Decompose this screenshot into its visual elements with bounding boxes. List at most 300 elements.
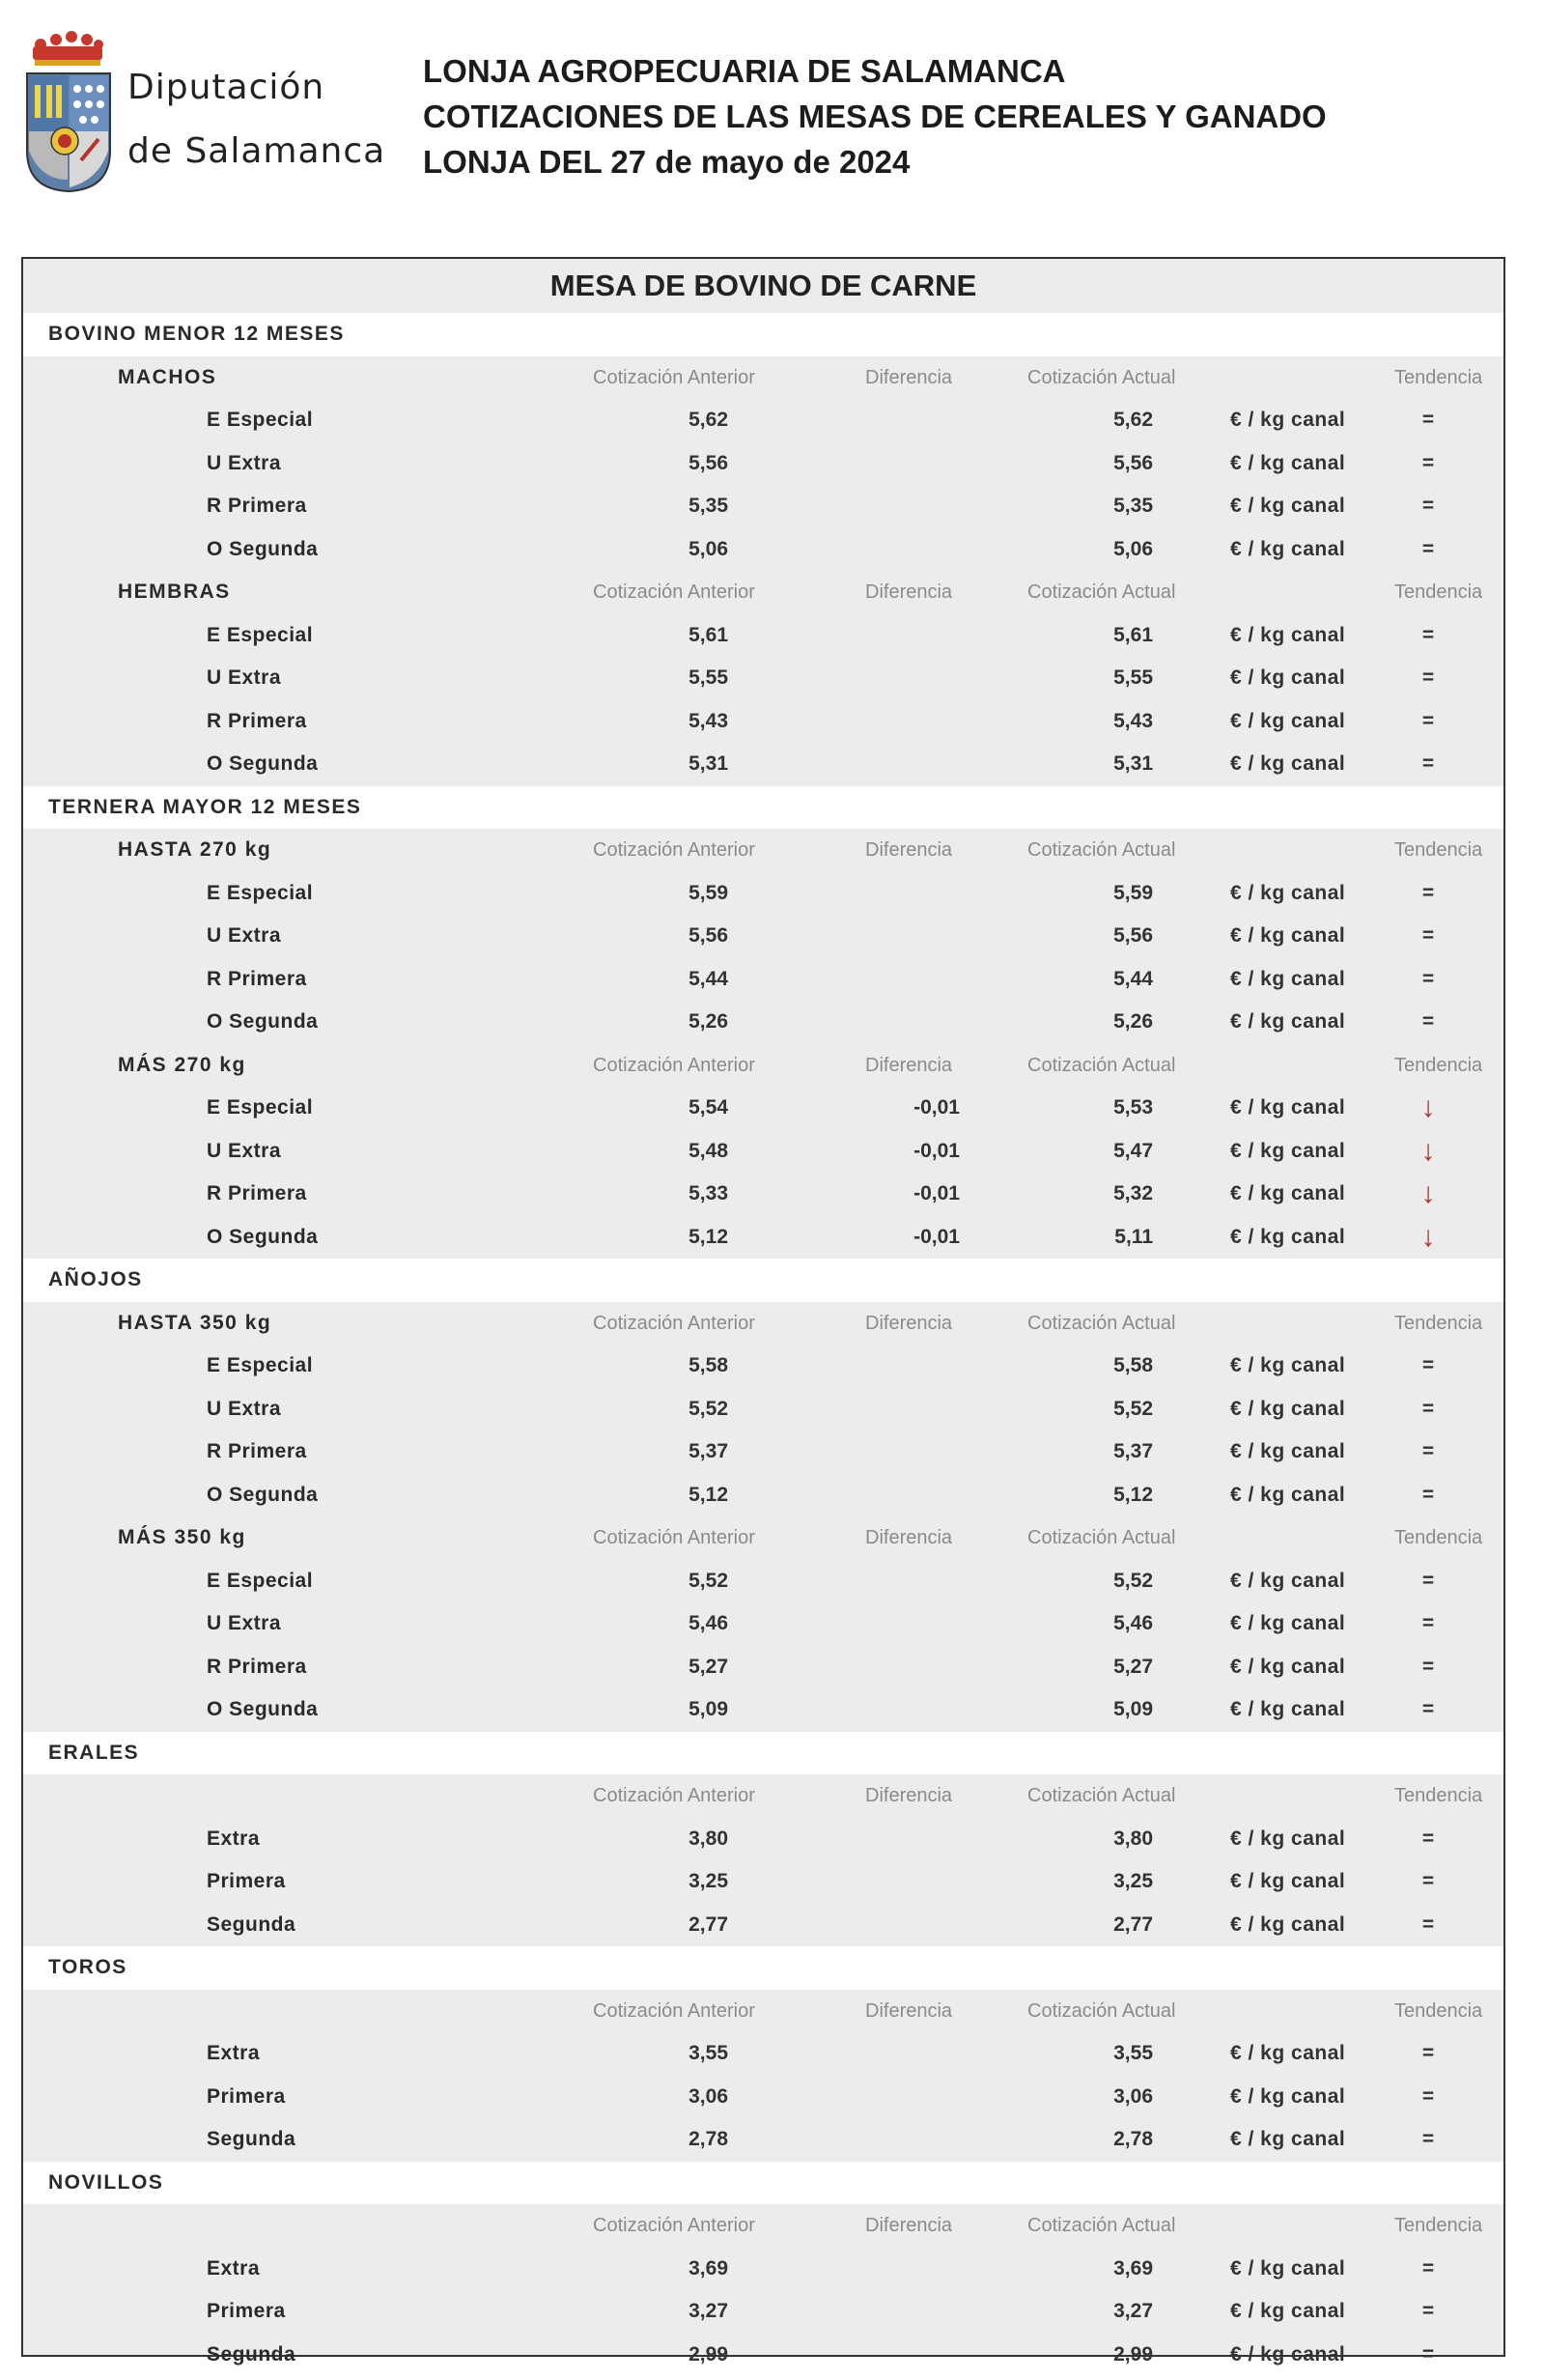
- category-label: E Especial: [207, 881, 314, 904]
- price-unit: € / kg canal: [1230, 1870, 1346, 1892]
- previous-price: 5,26: [688, 1010, 728, 1033]
- table-row: [23, 1688, 1503, 1732]
- price-unit: € / kg canal: [1230, 709, 1346, 732]
- price-difference: -0,01: [913, 1225, 960, 1248]
- price-difference: [854, 2290, 960, 2334]
- header-cotizacion-anterior: Cotización Anterior: [593, 1312, 755, 1334]
- price-difference: -0,01: [913, 1096, 960, 1119]
- price-unit: € / kg canal: [1230, 1096, 1346, 1119]
- header-diferencia: Diferencia: [865, 1312, 953, 1334]
- price-unit: € / kg canal: [1230, 2342, 1346, 2366]
- table-row: [23, 399, 1503, 442]
- table-row: [23, 528, 1503, 572]
- table-row: [23, 1216, 1503, 1260]
- current-price: 5,26: [1113, 1010, 1153, 1033]
- previous-price: 5,55: [688, 666, 728, 689]
- price-unit: € / kg canal: [1230, 1354, 1346, 1376]
- price-difference: [854, 1860, 960, 1904]
- header-cotizacion-anterior: Cotización Anterior: [593, 1054, 755, 1076]
- trend-equal: =: [1421, 1612, 1435, 1634]
- header-tendencia: Tendencia: [1394, 1785, 1483, 1806]
- category-label: U Extra: [207, 1397, 282, 1420]
- header-cotizacion-actual: Cotización Actual: [1027, 1312, 1176, 1334]
- category-label: Segunda: [207, 1912, 296, 1936]
- table-row: [23, 1646, 1503, 1689]
- header-diferencia: Diferencia: [865, 581, 953, 603]
- trend-equal: =: [1421, 967, 1435, 990]
- previous-price: 5,09: [688, 1698, 728, 1720]
- previous-price: 5,48: [688, 1139, 728, 1162]
- category-label: E Especial: [207, 1096, 314, 1119]
- header-tendencia: Tendencia: [1394, 1999, 1483, 2022]
- price-unit: € / kg canal: [1230, 1182, 1346, 1204]
- header-diferencia: Diferencia: [865, 839, 953, 861]
- trend-equal: =: [1421, 666, 1435, 689]
- category-label: R Primera: [207, 1182, 307, 1204]
- price-unit: € / kg canal: [1230, 1483, 1346, 1506]
- table-row: [23, 1560, 1503, 1603]
- table-row: [23, 958, 1503, 1002]
- previous-price: 5,27: [688, 1655, 728, 1678]
- header-cotizacion-actual: Cotización Actual: [1027, 1527, 1176, 1548]
- current-price: 3,69: [1113, 2256, 1153, 2280]
- table-row: [23, 1431, 1503, 1474]
- diputacion-logo: [21, 25, 386, 199]
- category-label: O Segunda: [207, 1483, 319, 1506]
- price-difference: [854, 1688, 960, 1732]
- price-difference: [854, 1602, 960, 1646]
- table-row: [23, 2118, 1503, 2162]
- current-price: 5,44: [1113, 967, 1153, 990]
- category-label: R Primera: [207, 709, 307, 732]
- document-titles: [423, 48, 1327, 184]
- price-difference: [854, 1388, 960, 1431]
- trend-down-icon: [1404, 1130, 1452, 1174]
- table-row: [23, 1474, 1503, 1517]
- current-price: 5,61: [1113, 623, 1153, 646]
- current-price: 5,52: [1113, 1397, 1153, 1420]
- price-difference: [854, 2334, 960, 2377]
- group-label: MACHOS: [118, 365, 217, 388]
- group-header-row: [23, 356, 1503, 400]
- title-line-1: LONJA AGROPECUARIA DE SALAMANCA: [423, 53, 1066, 89]
- price-difference: [854, 2248, 960, 2291]
- section-label: ERALES: [48, 1741, 140, 1764]
- price-table: [21, 257, 1505, 2366]
- trend-equal: =: [1421, 2342, 1435, 2366]
- category-label: E Especial: [207, 623, 314, 646]
- previous-price: 5,12: [688, 1225, 728, 1248]
- table-row: [23, 872, 1503, 916]
- price-difference: [854, 1646, 960, 1689]
- section-row: [23, 1259, 1503, 1302]
- price-unit: € / kg canal: [1230, 409, 1346, 431]
- current-price: 5,31: [1113, 752, 1153, 775]
- current-price: 5,56: [1113, 451, 1153, 474]
- category-label: O Segunda: [207, 1698, 319, 1720]
- trend-equal: =: [1421, 1698, 1435, 1720]
- trend-equal: =: [1421, 451, 1435, 474]
- section-label: BOVINO MENOR 12 MESES: [48, 323, 345, 345]
- arrow-down-icon: ↓: [1420, 1177, 1436, 1209]
- previous-price: 3,06: [688, 2084, 728, 2108]
- trend-equal: =: [1421, 2128, 1435, 2150]
- price-difference: [854, 872, 960, 916]
- current-price: 5,55: [1113, 666, 1153, 689]
- trend-equal: =: [1421, 924, 1435, 947]
- header-tendencia: Tendencia: [1394, 1527, 1483, 1548]
- price-difference: [854, 915, 960, 958]
- arrow-down-icon: ↓: [1420, 1220, 1436, 1253]
- header-cotizacion-anterior: Cotización Anterior: [593, 839, 755, 861]
- price-unit: € / kg canal: [1230, 1912, 1346, 1936]
- current-price: 5,47: [1113, 1139, 1153, 1162]
- category-label: Extra: [207, 2042, 261, 2064]
- category-label: E Especial: [207, 409, 314, 431]
- price-difference: -0,01: [913, 1182, 960, 1204]
- previous-price: 5,44: [688, 967, 728, 990]
- category-label: O Segunda: [207, 1225, 319, 1248]
- previous-price: 5,52: [688, 1569, 728, 1592]
- section-row: [23, 1946, 1503, 1990]
- previous-price: 2,77: [688, 1912, 728, 1936]
- current-price: 5,09: [1113, 1698, 1153, 1720]
- header-cotizacion-actual: Cotización Actual: [1027, 1999, 1176, 2022]
- current-price: 5,58: [1113, 1354, 1153, 1376]
- category-label: Extra: [207, 2256, 261, 2280]
- category-label: Segunda: [207, 2342, 296, 2366]
- previous-price: 5,33: [688, 1182, 728, 1204]
- table-row: [23, 1904, 1503, 1947]
- header-cotizacion-actual: Cotización Actual: [1027, 581, 1176, 603]
- price-difference: [854, 657, 960, 700]
- category-label: Primera: [207, 2300, 286, 2322]
- header-cotizacion-actual: Cotización Actual: [1027, 2215, 1176, 2236]
- coat-of-arms-icon: [21, 25, 118, 199]
- price-unit: € / kg canal: [1230, 1612, 1346, 1634]
- price-unit: € / kg canal: [1230, 1569, 1346, 1592]
- table-row: [23, 1860, 1503, 1904]
- previous-price: 3,69: [688, 2256, 728, 2280]
- table-row: [23, 2248, 1503, 2291]
- trend-equal: =: [1421, 881, 1435, 904]
- header-cotizacion-anterior: Cotización Anterior: [593, 2215, 755, 2236]
- section-row: [23, 313, 1503, 356]
- arrow-down-icon: ↓: [1420, 1091, 1436, 1123]
- category-label: Extra: [207, 1827, 261, 1850]
- price-unit: € / kg canal: [1230, 1440, 1346, 1462]
- price-difference: [854, 2076, 960, 2119]
- price-difference: [854, 442, 960, 486]
- category-label: Segunda: [207, 2128, 296, 2150]
- price-difference: [854, 700, 960, 744]
- category-label: R Primera: [207, 967, 307, 990]
- group-header-row: [23, 2204, 1503, 2248]
- trend-equal: =: [1421, 537, 1435, 560]
- title-line-2: COTIZACIONES DE LAS MESAS DE CEREALES Y GANADO: [423, 99, 1327, 134]
- current-price: 2,78: [1113, 2128, 1153, 2150]
- trend-equal: =: [1421, 1912, 1435, 1936]
- header-cotizacion-actual: Cotización Actual: [1027, 1054, 1176, 1076]
- price-unit: € / kg canal: [1230, 1827, 1346, 1850]
- current-price: 5,62: [1113, 409, 1153, 431]
- price-unit: € / kg canal: [1230, 2256, 1346, 2280]
- price-difference: [854, 1818, 960, 1861]
- price-unit: € / kg canal: [1230, 451, 1346, 474]
- logo-text-line1: Diputación: [127, 68, 325, 107]
- header-diferencia: Diferencia: [865, 1785, 953, 1806]
- section-label: TOROS: [48, 1956, 127, 1978]
- table-rows: [23, 313, 1503, 2376]
- previous-price: 5,56: [688, 924, 728, 947]
- group-label: HASTA 270 kg: [118, 838, 272, 861]
- header-cotizacion-anterior: Cotización Anterior: [593, 366, 755, 388]
- current-price: 2,77: [1113, 1912, 1153, 1936]
- price-difference: [854, 958, 960, 1002]
- price-difference: [854, 1345, 960, 1388]
- section-row: [23, 2162, 1503, 2205]
- trend-equal: =: [1421, 2084, 1435, 2108]
- group-header-row: [23, 829, 1503, 872]
- current-price: 5,11: [1114, 1225, 1153, 1248]
- previous-price: 3,80: [688, 1827, 728, 1850]
- header-tendencia: Tendencia: [1394, 839, 1483, 861]
- price-unit: € / kg canal: [1230, 1655, 1346, 1678]
- category-label: R Primera: [207, 1655, 307, 1678]
- header-tendencia: Tendencia: [1394, 1054, 1483, 1076]
- table-row: [23, 915, 1503, 958]
- category-label: Primera: [207, 2084, 286, 2108]
- previous-price: 5,61: [688, 623, 728, 646]
- trend-down-icon: [1404, 1216, 1452, 1260]
- price-unit: € / kg canal: [1230, 2084, 1346, 2108]
- group-header-row: [23, 1044, 1503, 1088]
- group-header-row: [23, 1302, 1503, 1346]
- price-unit: € / kg canal: [1230, 1698, 1346, 1720]
- title-line-3: LONJA DEL 27 de mayo de 2024: [423, 144, 911, 180]
- trend-equal: =: [1421, 1569, 1435, 1592]
- price-difference: [854, 743, 960, 786]
- previous-price: 5,06: [688, 537, 728, 560]
- previous-price: 5,43: [688, 709, 728, 732]
- price-unit: € / kg canal: [1230, 537, 1346, 560]
- trend-equal: =: [1421, 1655, 1435, 1678]
- previous-price: 5,46: [688, 1612, 728, 1634]
- group-label: HASTA 350 kg: [118, 1311, 272, 1334]
- section-label: NOVILLOS: [48, 2170, 164, 2194]
- price-difference: [854, 1560, 960, 1603]
- previous-price: 5,62: [688, 409, 728, 431]
- table-row: [23, 1087, 1503, 1130]
- table-row: [23, 2334, 1503, 2377]
- trend-equal: =: [1421, 1397, 1435, 1420]
- group-header-row: [23, 1774, 1503, 1818]
- header-diferencia: Diferencia: [865, 2215, 953, 2236]
- section-label: AÑOJOS: [48, 1268, 143, 1290]
- previous-price: 5,12: [688, 1483, 728, 1506]
- trend-equal: =: [1421, 2300, 1435, 2322]
- price-difference: [854, 399, 960, 442]
- current-price: 3,25: [1113, 1870, 1153, 1892]
- table-row: [23, 1001, 1503, 1044]
- current-price: 5,59: [1113, 881, 1153, 904]
- table-title: MESA DE BOVINO DE CARNE: [549, 269, 977, 302]
- current-price: 5,35: [1113, 495, 1153, 517]
- price-difference: [854, 1001, 960, 1044]
- price-unit: € / kg canal: [1230, 1139, 1346, 1162]
- table-row: [23, 700, 1503, 744]
- previous-price: 3,55: [688, 2042, 728, 2064]
- header-cotizacion-actual: Cotización Actual: [1027, 1785, 1176, 1806]
- section-row: [23, 786, 1503, 830]
- table-row: [23, 1173, 1503, 1216]
- header-cotizacion-actual: Cotización Actual: [1027, 839, 1176, 861]
- price-unit: € / kg canal: [1230, 1010, 1346, 1033]
- current-price: 3,80: [1113, 1827, 1153, 1850]
- header-tendencia: Tendencia: [1394, 2215, 1483, 2236]
- header-diferencia: Diferencia: [865, 1054, 953, 1076]
- header-cotizacion-actual: Cotización Actual: [1027, 366, 1176, 388]
- previous-price: 5,35: [688, 495, 728, 517]
- current-price: 5,46: [1113, 1612, 1153, 1634]
- category-label: Primera: [207, 1870, 286, 1892]
- price-difference: [854, 2032, 960, 2076]
- previous-price: 3,27: [688, 2300, 728, 2322]
- table-row: [23, 614, 1503, 658]
- trend-equal: =: [1421, 1010, 1435, 1033]
- table-row: [23, 2290, 1503, 2334]
- header-cotizacion-anterior: Cotización Anterior: [593, 1999, 755, 2022]
- arrow-down-icon: ↓: [1420, 1134, 1436, 1167]
- price-unit: € / kg canal: [1230, 1225, 1346, 1248]
- header-diferencia: Diferencia: [865, 366, 953, 388]
- previous-price: 5,31: [688, 752, 728, 775]
- category-label: U Extra: [207, 451, 282, 474]
- category-label: U Extra: [207, 666, 282, 689]
- category-label: U Extra: [207, 1139, 282, 1162]
- price-unit: € / kg canal: [1230, 495, 1346, 517]
- table-row: [23, 1130, 1503, 1174]
- current-price: 3,55: [1113, 2042, 1153, 2064]
- trend-equal: =: [1421, 623, 1435, 646]
- price-unit: € / kg canal: [1230, 752, 1346, 775]
- price-unit: € / kg canal: [1230, 967, 1346, 990]
- previous-price: 5,52: [688, 1397, 728, 1420]
- category-label: O Segunda: [207, 752, 319, 775]
- category-label: O Segunda: [207, 537, 319, 560]
- header-cotizacion-anterior: Cotización Anterior: [593, 1785, 755, 1806]
- trend-equal: =: [1421, 1870, 1435, 1892]
- table-row: [23, 485, 1503, 528]
- price-difference: [854, 485, 960, 528]
- table-row: [23, 657, 1503, 700]
- previous-price: 2,99: [688, 2342, 728, 2366]
- trend-equal: =: [1421, 1483, 1435, 1506]
- current-price: 3,27: [1113, 2300, 1153, 2322]
- current-price: 5,56: [1113, 924, 1153, 947]
- page-header: [0, 0, 1545, 222]
- trend-equal: =: [1421, 1440, 1435, 1462]
- header-cotizacion-anterior: Cotización Anterior: [593, 581, 755, 603]
- price-difference: [854, 1904, 960, 1947]
- previous-price: 2,78: [688, 2128, 728, 2150]
- trend-equal: =: [1421, 2256, 1435, 2280]
- current-price: 5,32: [1113, 1182, 1153, 1204]
- price-difference: [854, 1431, 960, 1474]
- section-label: TERNERA MAYOR 12 MESES: [48, 795, 362, 818]
- price-unit: € / kg canal: [1230, 924, 1346, 947]
- category-label: U Extra: [207, 924, 282, 947]
- trend-equal: =: [1421, 709, 1435, 732]
- previous-price: 3,25: [688, 1870, 728, 1892]
- current-price: 5,12: [1113, 1483, 1153, 1506]
- current-price: 5,53: [1113, 1096, 1153, 1119]
- category-label: E Especial: [207, 1354, 314, 1376]
- trend-equal: =: [1421, 752, 1435, 775]
- group-label: MÁS 350 kg: [118, 1526, 246, 1548]
- trend-down-icon: [1404, 1173, 1452, 1216]
- price-unit: € / kg canal: [1230, 2300, 1346, 2322]
- group-header-row: [23, 1990, 1503, 2033]
- group-header-row: [23, 1516, 1503, 1560]
- price-unit: € / kg canal: [1230, 1397, 1346, 1420]
- price-unit: € / kg canal: [1230, 2128, 1346, 2150]
- category-label: R Primera: [207, 495, 307, 517]
- table-row: [23, 743, 1503, 786]
- current-price: 3,06: [1113, 2084, 1153, 2108]
- price-difference: [854, 614, 960, 658]
- header-diferencia: Diferencia: [865, 1999, 953, 2022]
- header-diferencia: Diferencia: [865, 1527, 953, 1548]
- category-label: E Especial: [207, 1569, 314, 1592]
- current-price: 2,99: [1113, 2342, 1153, 2366]
- trend-equal: =: [1421, 2042, 1435, 2064]
- header-cotizacion-anterior: Cotización Anterior: [593, 1527, 755, 1548]
- current-price: 5,43: [1113, 709, 1153, 732]
- price-difference: [854, 528, 960, 572]
- current-price: 5,06: [1113, 537, 1153, 560]
- current-price: 5,37: [1113, 1440, 1153, 1462]
- price-difference: [854, 1474, 960, 1517]
- table-row: [23, 1602, 1503, 1646]
- price-unit: € / kg canal: [1230, 666, 1346, 689]
- logo-text-line2: de Salamanca: [127, 131, 386, 171]
- trend-equal: =: [1421, 1827, 1435, 1850]
- price-difference: -0,01: [913, 1139, 960, 1162]
- current-price: 5,27: [1113, 1655, 1153, 1678]
- table-row: [23, 442, 1503, 486]
- table-row: [23, 2032, 1503, 2076]
- price-unit: € / kg canal: [1230, 881, 1346, 904]
- group-label: HEMBRAS: [118, 581, 231, 603]
- category-label: U Extra: [207, 1612, 282, 1634]
- previous-price: 5,59: [688, 881, 728, 904]
- trend-down-icon: [1404, 1087, 1452, 1130]
- trend-equal: =: [1421, 409, 1435, 431]
- section-row: [23, 1732, 1503, 1775]
- previous-price: 5,54: [688, 1096, 728, 1119]
- table-row: [23, 1388, 1503, 1431]
- table-row: [23, 1345, 1503, 1388]
- price-difference: [854, 2118, 960, 2162]
- header-tendencia: Tendencia: [1394, 366, 1483, 388]
- previous-price: 5,56: [688, 451, 728, 474]
- group-label: MÁS 270 kg: [118, 1053, 246, 1076]
- table-row: [23, 1818, 1503, 1861]
- trend-equal: =: [1421, 495, 1435, 517]
- category-label: O Segunda: [207, 1010, 319, 1033]
- table-row: [23, 2076, 1503, 2119]
